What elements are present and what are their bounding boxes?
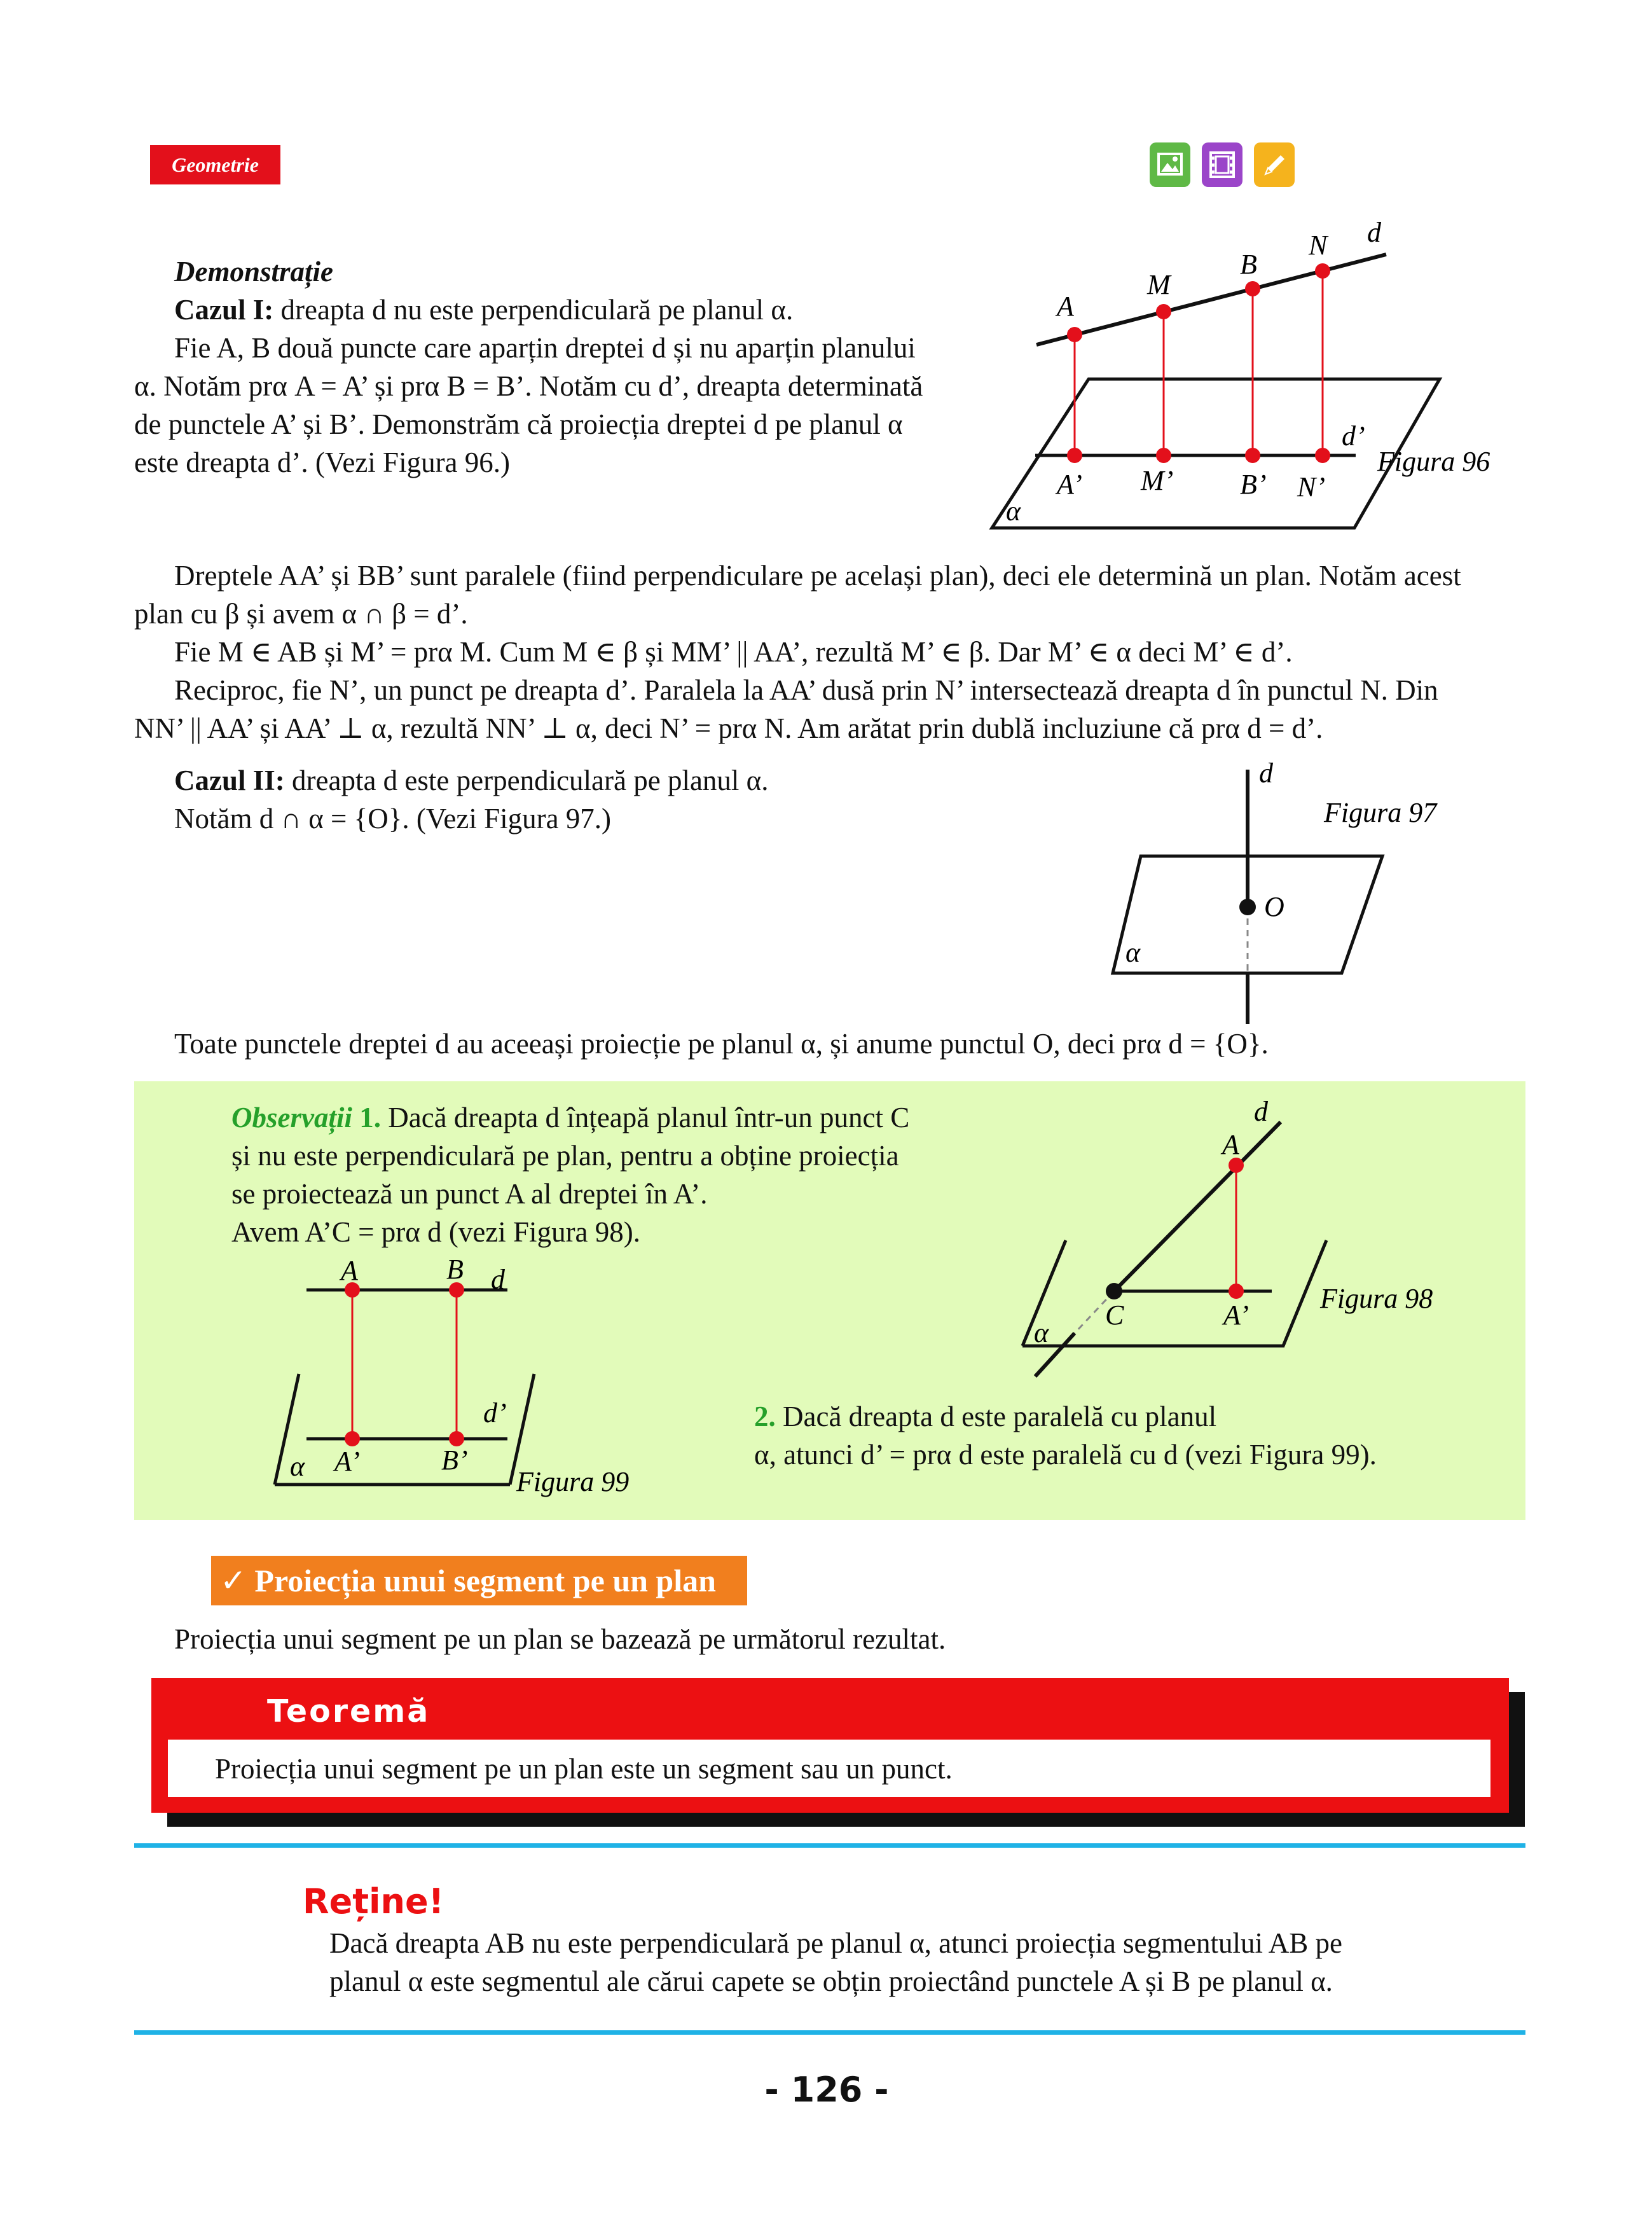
pencil-icon[interactable] (1254, 142, 1295, 187)
obs1-line-1 (231, 1099, 909, 1137)
para2-line-3: Fie M ∈ AB și M’ = prα M. Cum M ∈ β și MM’ || AA’, rezultă M’ ∈ β. Dar M’ ∈ α deci M’ ∈ d’. (174, 636, 1293, 668)
fig98-label-A1: A’ (1223, 1299, 1249, 1331)
retine-line-1: Dacă dreapta AB nu este perpendiculară pe planul α, atunci proiecția segmentului AB pe (329, 1927, 1343, 1959)
observations-title: Observații (231, 1102, 352, 1133)
section-intro: Proiecția unui segment pe un plan se bazează pe următorul rezultat. (174, 1623, 946, 1655)
obs1-first: Dacă dreapta d înțeapă planul într-un punct C (380, 1102, 910, 1133)
fig96-label-N: N (1309, 230, 1328, 261)
fig96-label-N1: N’ (1297, 471, 1325, 502)
check-icon: ✓ (220, 1562, 247, 1599)
obs2-line-1 (754, 1398, 1216, 1436)
fig96-label-d: d (1367, 217, 1381, 248)
fig99-label-A: A (341, 1259, 358, 1286)
film-icon[interactable] (1202, 142, 1242, 187)
fig96-label-B: B (1240, 249, 1257, 280)
conclusion-line: Toate punctele dreptei d au aceeași proiecție pe planul α, și anume punctul O, deci prα d = {O}. (174, 1028, 1269, 1060)
figure-97 (1100, 757, 1482, 1056)
fig99-caption: Figura 99 (516, 1466, 630, 1497)
section-heading (211, 1556, 747, 1605)
case2-line (174, 762, 769, 800)
fig99-label-A1: A’ (334, 1446, 360, 1477)
obs1-number: 1. (352, 1102, 381, 1133)
figure-98 (1011, 1094, 1513, 1393)
para2-line-2: plan cu β și avem α ∩ β = d’. (134, 598, 468, 630)
divider-bottom (134, 2030, 1525, 2035)
theorem-text: Proiecția unui segment pe un plan este un segment sau un punct. (215, 1753, 953, 1785)
fig99-label-alpha: α (290, 1451, 305, 1482)
obs1-line-3: se proiectează un punct A al dreptei în A’. (231, 1178, 708, 1210)
para2-line-1: Dreptele AA’ și BB’ sunt paralele (fiind perpendiculare pe același plan), deci ele determină un plan. Notăm acest (174, 560, 1461, 592)
demo-title: Demonstrație (174, 256, 334, 287)
case2-line-2: Notăm d ∩ α = {O}. (Vezi Figura 97.) (174, 803, 612, 834)
fig99-label-B1: B’ (441, 1444, 468, 1476)
section-title: Proiecția unui segment pe un plan (254, 1563, 716, 1598)
para1-line-2: α. Notăm prα A = A’ și prα B = B’. Notăm cu d’, dreapta determinată (134, 370, 923, 402)
case2-text: dreapta d este perpendiculară pe planul α. (284, 765, 769, 796)
fig98-label-C: C (1105, 1299, 1124, 1331)
theorem-title: Teoremă (267, 1693, 430, 1729)
figure-96 (973, 210, 1532, 547)
fig97-label-alpha: α (1125, 937, 1141, 968)
case1-label: Cazul I: (174, 294, 274, 326)
para1-line-4: este dreapta d’. (Vezi Figura 96.) (134, 447, 511, 478)
fig96-label-A1: A’ (1057, 469, 1082, 500)
fig96-caption: Figura 96 (1377, 446, 1490, 477)
case1-text: dreapta d nu este perpendiculară pe planul α. (273, 294, 794, 326)
fig98-caption: Figura 98 (1320, 1283, 1433, 1314)
obs2-number: 2. (754, 1401, 776, 1432)
fig99-label-d1: d’ (483, 1397, 507, 1429)
figure-99 (267, 1259, 661, 1514)
obs2-first: Dacă dreapta d este paralelă cu planul (775, 1401, 1217, 1432)
fig96-label-M1: M’ (1141, 465, 1174, 496)
para2-line-4: Reciproc, fie N’, un punct pe dreapta d’. Paralela la AA’ dusă prin N’ intersectează dreapta d în punctul N. Din (174, 674, 1438, 706)
fig96-label-d1: d’ (1342, 420, 1365, 452)
page-number: - 126 - (764, 2070, 889, 2110)
retine-title: Reține! (303, 1881, 444, 1922)
fig98-label-d: d (1254, 1096, 1268, 1127)
fig97-label-O: O (1264, 891, 1284, 922)
obs1-line-2: și nu este perpendiculară pe plan, pentru a obține proiecția (231, 1140, 899, 1172)
case2-label: Cazul II: (174, 765, 285, 796)
case1-line (174, 291, 793, 329)
fig97-label-d: d (1259, 758, 1273, 789)
fig96-label-alpha: α (1006, 495, 1021, 527)
para2-line-5: NN’ || AA’ și AA’ ⊥ α, rezultă NN’ ⊥ α, deci N’ = prα N. Am arătat prin dublă incluziune că prα d = d’. (134, 712, 1323, 744)
fig96-label-A: A (1057, 291, 1074, 322)
fig99-label-B: B (446, 1259, 464, 1285)
fig96-label-M: M (1147, 269, 1171, 300)
obs2-line-2: α, atunci d’ = prα d este paralelă cu d (vezi Figura 99). (754, 1439, 1377, 1471)
fig96-label-B1: B’ (1240, 469, 1267, 500)
obs1-line-4: Avem A’C = prα d (vezi Figura 98). (231, 1216, 641, 1248)
fig98-label-A: A (1222, 1129, 1239, 1160)
chapter-tag: Geometrie (150, 145, 280, 184)
para1-line-1: Fie A, B două puncte care aparțin dreptei d și nu aparțin planului (174, 332, 916, 364)
para1-line-3: de punctele A’ și B’. Demonstrăm că proiecția dreptei d pe planul α (134, 408, 903, 440)
retine-line-2: planul α este segmentul ale cărui capete se obțin proiectând punctele A și B pe planul α. (329, 1965, 1333, 1997)
image-icon[interactable] (1150, 142, 1190, 187)
fig98-label-alpha: α (1034, 1317, 1049, 1348)
fig97-caption: Figura 97 (1324, 797, 1437, 828)
divider-top (134, 1843, 1525, 1848)
fig99-label-d: d (491, 1264, 505, 1295)
